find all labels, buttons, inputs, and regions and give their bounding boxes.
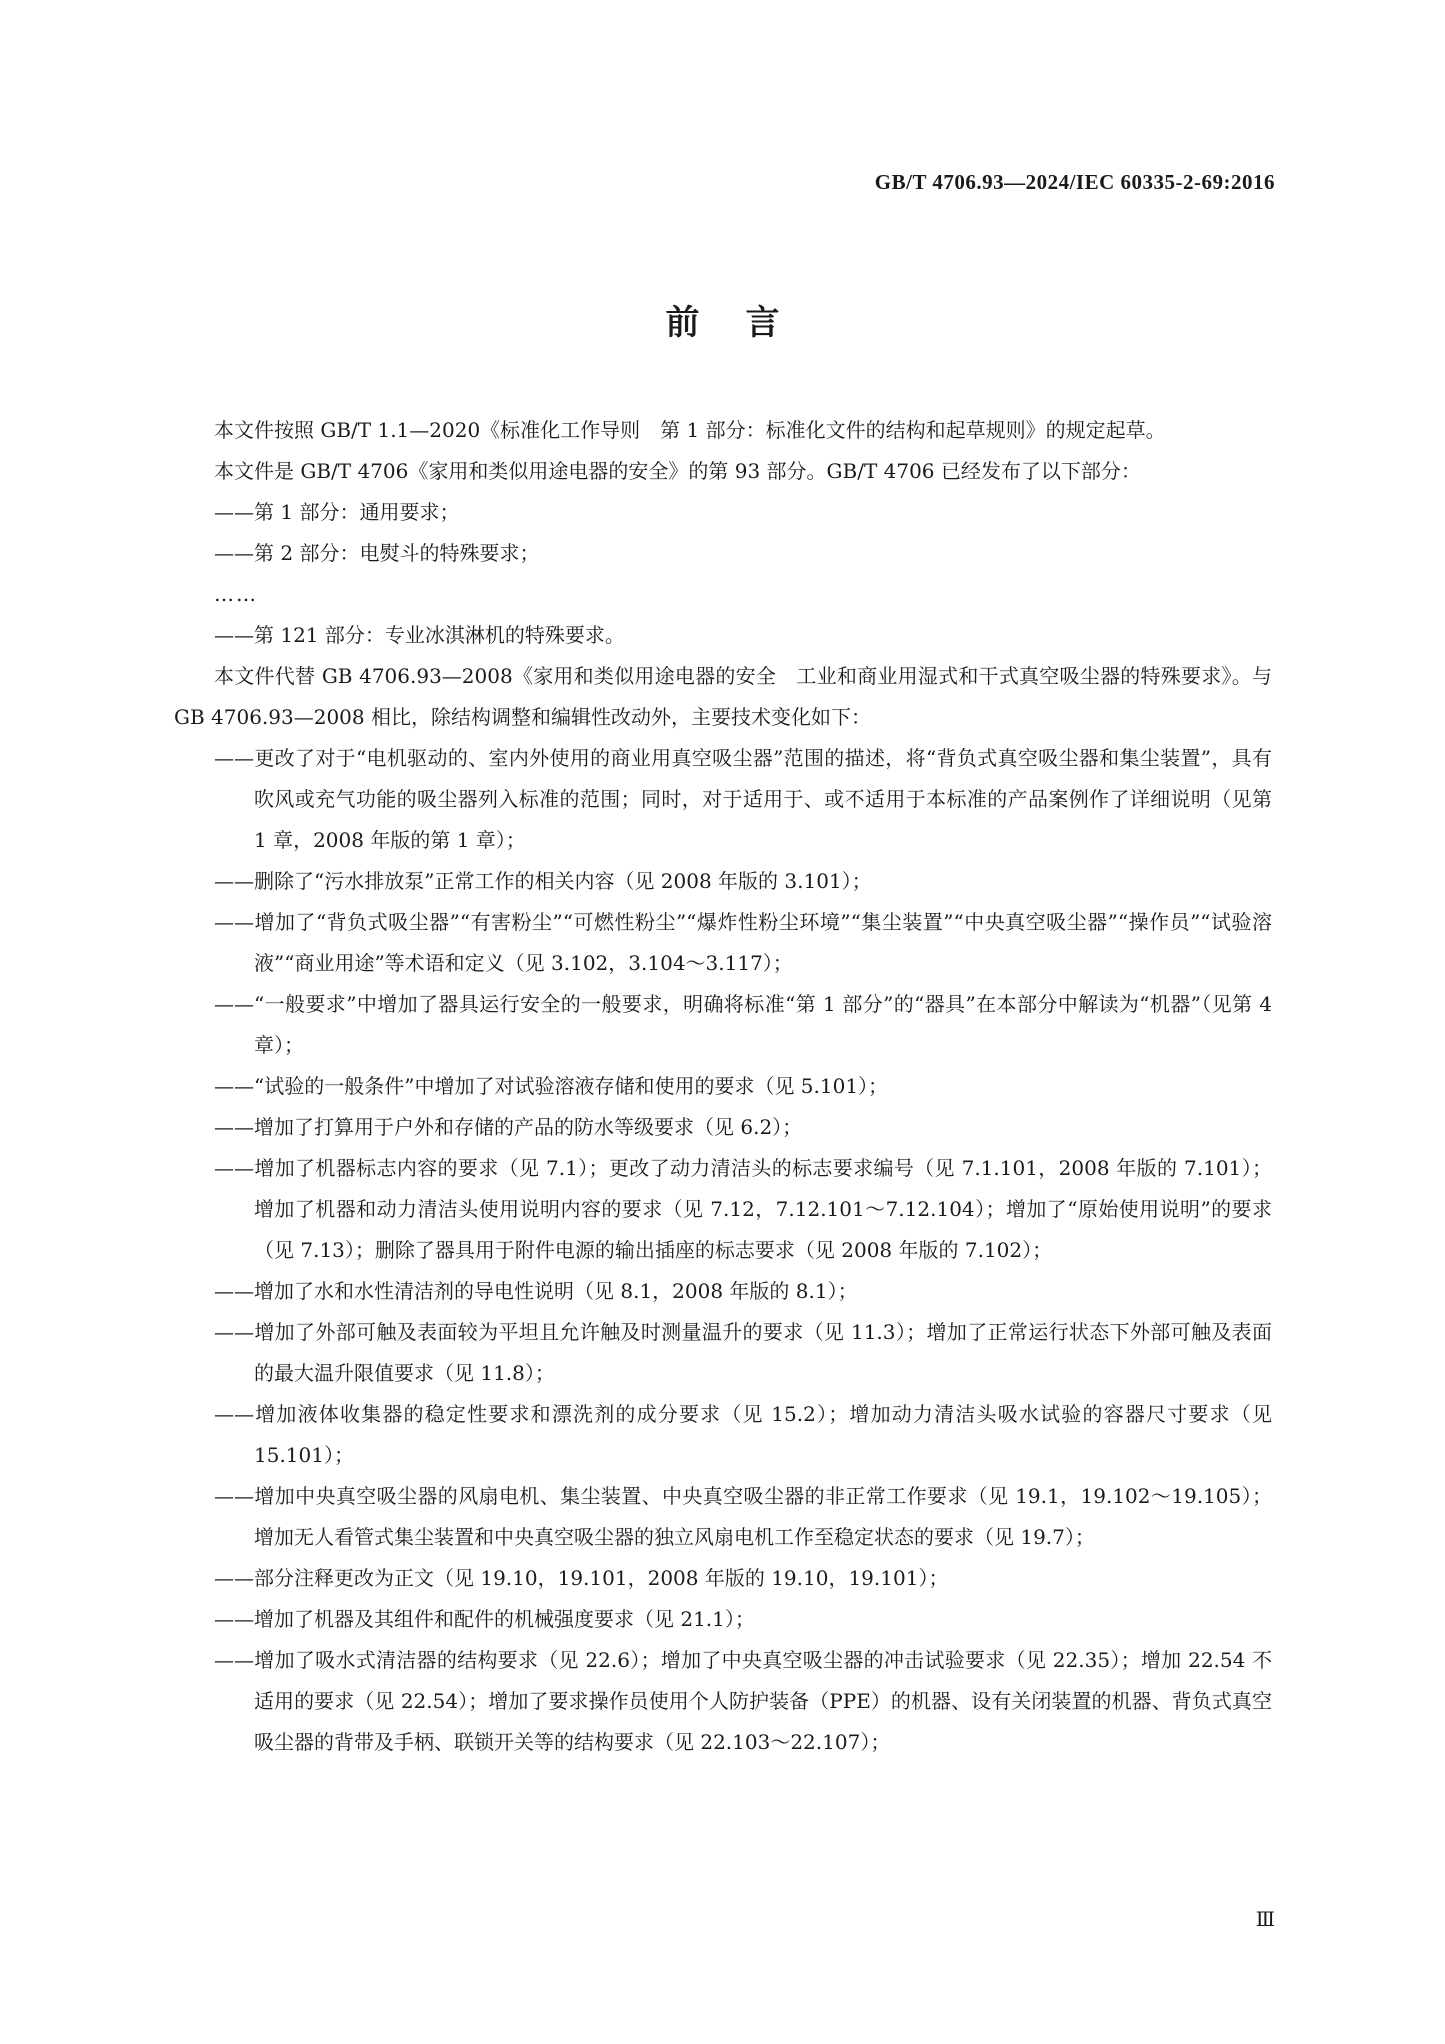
part-list-item: ——第 1 部分：通用要求； [214, 500, 460, 524]
change-item: ——增加了吸水式清洁器的结构要求（见 22.6）；增加了中央真空吸尘器的冲击试验要求（见 22.35）；增加 22.54 不适用的要求（见 22.54）；增加了要求操作员使用个人防护装备（PPE）的机器、设有关闭装置的机器、背负式真空吸尘器的背带及手柄、联锁开关等的结构要求（见 22.103～22.107）； [214, 1648, 1272, 1754]
change-item: ——增加了“背负式吸尘器”“有害粉尘”“可燃性粉尘”“爆炸性粉尘环境”“集尘装置”“中央真空吸尘器”“操作员”“试验溶液”“商业用途”等术语和定义（见 3.102，3.104～3.117）； [214, 910, 1272, 975]
change-item: ——部分注释更改为正文（见 19.10，19.101，2008 年版的 19.10，19.101）； [214, 1566, 949, 1590]
change-item: ——删除了“污水排放泵”正常工作的相关内容（见 2008 年版的 3.101）； [214, 869, 872, 893]
change-item: ——“试验的一般条件”中增加了对试验溶液存储和使用的要求（见 5.101）； [214, 1074, 889, 1098]
change-item: ——增加了机器及其组件和配件的机械强度要求（见 21.1）； [214, 1607, 755, 1631]
part-list-ellipsis: …… [214, 582, 258, 606]
standard-code: GB/T 4706.93—2024/IEC 60335-2-69:2016 [874, 170, 1275, 194]
page-number: Ⅲ [1255, 1909, 1275, 1931]
change-item: ——增加中央真空吸尘器的风扇电机、集尘装置、中央真空吸尘器的非正常工作要求（见 19.1，19.102～19.105）；增加无人看管式集尘装置和中央真空吸尘器的独立风扇电机工作至稳定状态的要求（见 19.7）； [214, 1484, 1272, 1549]
change-item: ——增加了打算用于户外和存储的产品的防水等级要求（见 6.2）； [214, 1115, 803, 1139]
change-item: ——更改了对于“电机驱动的、室内外使用的商业用真空吸尘器”范围的描述，将“背负式真空吸尘器和集尘装置”，具有吹风或充气功能的吸尘器列入标准的范围；同时，对于适用于、或不适用于本标准的产品案例作了详细说明（见第 1 章，2008 年版的第 1 章）； [214, 746, 1272, 852]
drafting-paragraph: 本文件按照 GB/T 1.1—2020《标准化工作导则 第 1 部分：标准化文件的结构和起草规则》的规定起草。 [214, 418, 1166, 442]
change-item: ——增加了机器标志内容的要求（见 7.1）；更改了动力清洁头的标志要求编号（见 7.1.101，2008 年版的 7.101）；增加了机器和动力清洁头使用说明内容的要求（见 7.12，7.12.101～7.12.104）；增加了“原始使用说明”的要求（见 7.13）；删除了器具用于附件电源的输出插座的标志要求（见 2008 年版的 7.102）； [214, 1156, 1272, 1262]
change-item: ——增加了水和水性清洁剂的导电性说明（见 8.1，2008 年版的 8.1）； [214, 1279, 858, 1303]
change-item: ——“一般要求”中增加了器具运行安全的一般要求，明确将标准“第 1 部分”的“器具”在本部分中解读为“机器”（见第 4 章）； [214, 992, 1272, 1057]
replace-paragraph: 本文件代替 GB 4706.93—2008《家用和类似用途电器的安全 工业和商业用湿式和干式真空吸尘器的特殊要求》。与 GB 4706.93—2008 相比，除结构调整和编辑性改动外，主要技术变化如下： [174, 664, 1272, 729]
change-item: ——增加液体收集器的稳定性要求和漂洗剂的成分要求（见 15.2）；增加动力清洁头吸水试验的容器尺寸要求（见 15.101）； [214, 1402, 1272, 1467]
part-list-item: ——第 121 部分：专业冰淇淋机的特殊要求。 [214, 623, 625, 647]
part-list-item: ——第 2 部分：电熨斗的特殊要求； [214, 541, 540, 565]
page-title: 前言 [665, 303, 826, 343]
change-item: ——增加了外部可触及表面较为平坦且允许触及时测量温升的要求（见 11.3）；增加了正常运行状态下外部可触及表面的最大温升限值要求（见 11.8）； [214, 1320, 1272, 1385]
parts-intro-paragraph: 本文件是 GB/T 4706《家用和类似用途电器的安全》的第 93 部分。GB/T 4706 已经发布了以下部分： [214, 459, 1141, 483]
document-body [174, 410, 1272, 1763]
